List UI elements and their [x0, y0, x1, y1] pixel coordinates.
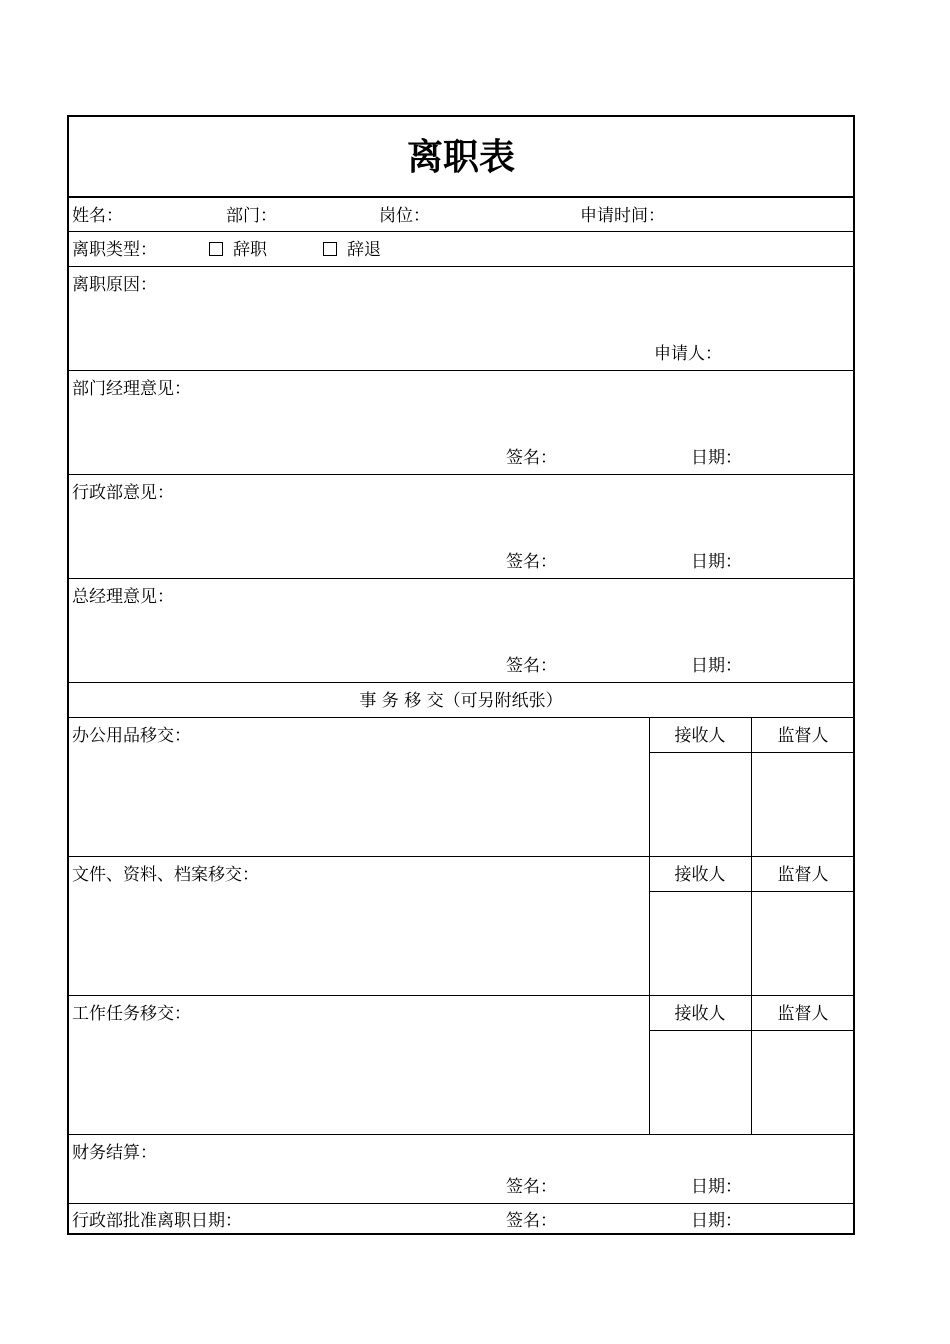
- finance-settlement-label: 财务结算：: [72, 1143, 157, 1163]
- divider: [649, 856, 650, 995]
- checkbox-dismiss[interactable]: [323, 242, 337, 256]
- admin-dept-date-label: 日期：: [691, 552, 742, 572]
- admin-dept-sign-label: 签名：: [506, 552, 557, 572]
- divider: [69, 682, 853, 683]
- divider: [69, 578, 853, 579]
- option-resign[interactable]: [209, 240, 267, 260]
- divider: [69, 370, 853, 371]
- position-label: 岗位：: [379, 206, 430, 226]
- divider: [69, 266, 853, 267]
- divider: [69, 231, 853, 232]
- supervisor-header: 监督人: [777, 726, 829, 746]
- general-manager-date-label: 日期：: [691, 656, 742, 676]
- checkbox-resign[interactable]: [209, 242, 223, 256]
- divider: [69, 717, 853, 718]
- general-manager-sign-label: 签名：: [506, 656, 557, 676]
- divider: [69, 1203, 853, 1204]
- option-resign-label: 辞职: [233, 240, 267, 260]
- option-dismiss-label: 辞退: [347, 240, 381, 260]
- divider: [69, 995, 853, 996]
- resignation-form: [67, 115, 855, 1235]
- apply-time-label: 申请时间：: [580, 206, 665, 226]
- documents-handover-label: 文件、资料、档案移交：: [72, 865, 259, 885]
- divider: [751, 995, 752, 1134]
- dept-manager-date-label: 日期：: [691, 448, 742, 468]
- finance-date-label: 日期：: [691, 1177, 742, 1197]
- divider: [649, 995, 650, 1134]
- admin-dept-opinion-label: 行政部意见：: [72, 483, 174, 503]
- resignation-type-label: 离职类型：: [72, 240, 157, 260]
- approval-sign-label: 签名：: [506, 1211, 557, 1231]
- reason-label: 离职原因：: [72, 275, 157, 295]
- approval-date-label: 行政部批准离职日期：: [72, 1211, 242, 1231]
- divider: [751, 717, 752, 856]
- receiver-header: 接收人: [674, 865, 726, 885]
- divider: [649, 717, 650, 856]
- finance-sign-label: 签名：: [506, 1177, 557, 1197]
- divider: [751, 856, 752, 995]
- receiver-header: 接收人: [674, 726, 726, 746]
- divider: [69, 474, 853, 475]
- dept-manager-opinion-label: 部门经理意见：: [72, 379, 191, 399]
- supervisor-header: 监督人: [777, 1004, 829, 1024]
- handover-header: 事 务 移 交（可另附纸张）: [359, 691, 563, 711]
- supervisor-header: 监督人: [777, 865, 829, 885]
- form-title: 离职表: [406, 136, 515, 178]
- dept-manager-sign-label: 签名：: [506, 448, 557, 468]
- office-supplies-handover-label: 办公用品移交：: [72, 726, 191, 746]
- receiver-header: 接收人: [674, 1004, 726, 1024]
- divider: [69, 1134, 853, 1135]
- divider: [69, 196, 853, 198]
- option-dismiss[interactable]: [323, 240, 381, 260]
- general-manager-opinion-label: 总经理意见：: [72, 587, 174, 607]
- applicant-label: 申请人：: [654, 344, 722, 364]
- approval-date-field-label: 日期：: [691, 1211, 742, 1231]
- divider: [69, 856, 853, 857]
- tasks-handover-label: 工作任务移交：: [72, 1004, 191, 1024]
- department-label: 部门：: [226, 206, 277, 226]
- name-label: 姓名：: [72, 206, 123, 226]
